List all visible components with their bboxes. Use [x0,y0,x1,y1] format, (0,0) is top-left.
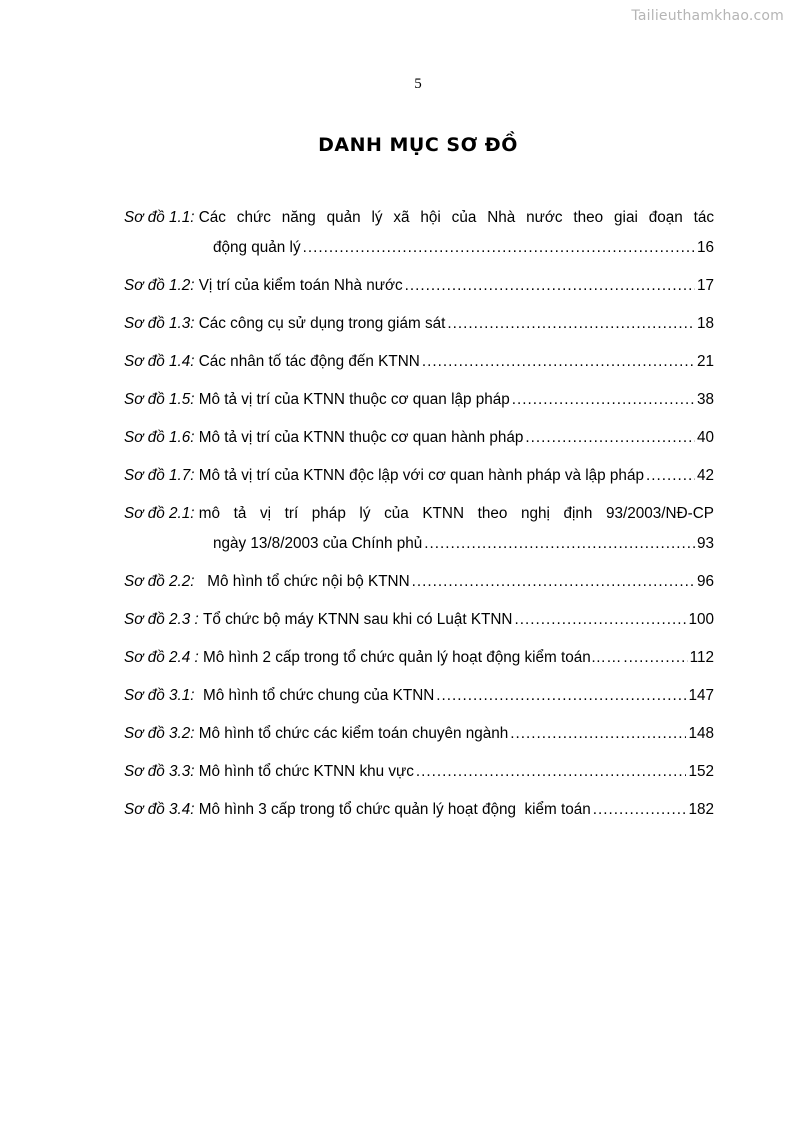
entry-label: Sơ đồ 1.2: [124,277,195,294]
diagram-list [124,203,714,825]
entry-description: Mô hình tổ chức chung của KTNN [198,687,435,704]
entry-description: Vị trí của kiểm toán Nhà nước [198,277,403,294]
dot-leader [593,795,687,825]
entry-label: Sơ đồ 1.4: [124,353,195,370]
entry-page: 148 [688,725,714,742]
toc-entry[interactable] [124,203,714,263]
dot-leader [405,271,695,301]
dot-leader [447,309,695,339]
entry-page: 182 [688,801,714,818]
entry-label: Sơ đồ 3.4: [124,801,195,818]
entry-label: Sơ đồ 3.3: [124,763,195,780]
entry-label: Sơ đồ 3.1: [124,687,195,704]
entry-label: Sơ đồ 2.4 : [124,649,199,666]
toc-entry[interactable] [124,643,714,673]
dot-leader [412,567,695,597]
entry-page: 96 [696,573,714,590]
toc-entry[interactable] [124,271,714,301]
entry-description: Mô tả vị trí của KTNN thuộc cơ quan hành pháp [198,429,524,446]
entry-description: Các công cụ sử dụng trong giám sát [198,315,446,332]
entry-description: Các nhân tố tác động đến KTNN [198,353,420,370]
entry-label: Sơ đồ 2.3 : [124,611,199,628]
toc-entry[interactable] [124,309,714,339]
dot-leader [525,423,695,453]
toc-entry[interactable] [124,681,714,711]
entry-page: 38 [696,391,714,408]
entry-page: 18 [696,315,714,332]
entry-description: Mô hình 3 cấp trong tổ chức quản lý hoạt động kiểm toán [198,801,591,818]
dot-leader [303,233,695,263]
entry-label: Sơ đồ 1.3: [124,315,195,332]
dot-leader [436,681,686,711]
dot-leader [646,461,695,491]
entry-description: Mô hình tổ chức KTNN khu vực [198,763,414,780]
entry-page: 100 [688,611,714,628]
entry-page: 147 [688,687,714,704]
toc-entry[interactable] [124,385,714,415]
entry-description: Các chức năng quản lý xã hội của Nhà nước theo giai đoạn tác [198,209,714,226]
toc-entry[interactable] [124,423,714,453]
dot-leader [416,757,687,787]
entry-description-continued: động quản lý [213,239,301,256]
entry-page: 40 [696,429,714,446]
dot-leader [623,643,687,673]
dot-leader [510,719,686,749]
dot-leader [422,347,695,377]
entry-label: Sơ đồ 2.2: [124,573,195,590]
toc-entry[interactable] [124,461,714,491]
entry-page: 93 [696,535,714,552]
page-title: DANH MỤC SƠ ĐỒ [318,134,518,156]
toc-entry[interactable] [124,795,714,825]
entry-page: 152 [688,763,714,780]
entry-page: 42 [696,467,714,484]
toc-entry[interactable] [124,757,714,787]
entry-page: 16 [696,239,714,256]
entry-label: Sơ đồ 1.7: [124,467,195,484]
entry-page: 112 [689,649,714,666]
entry-description: Mô hình tổ chức nội bộ KTNN [198,573,410,590]
entry-label: Sơ đồ 1.6: [124,429,195,446]
toc-entry[interactable] [124,347,714,377]
toc-entry[interactable] [124,605,714,635]
dot-leader [514,605,686,635]
entry-label: Sơ đồ 1.5: [124,391,195,408]
entry-page: 17 [696,277,714,294]
entry-description: Mô tả vị trí của KTNN độc lập với cơ quan hành pháp và lập pháp [198,467,644,484]
entry-description-continued: ngày 13/8/2003 của Chính phủ [213,535,423,552]
toc-entry[interactable] [124,719,714,749]
entry-label: Sơ đồ 3.2: [124,725,195,742]
toc-entry[interactable] [124,567,714,597]
entry-description: Tổ chức bộ máy KTNN sau khi có Luật KTNN [202,611,513,628]
toc-entry[interactable] [124,499,714,559]
entry-description: Mô hình tổ chức các kiểm toán chuyên ngành [198,725,509,742]
entry-label: Sơ đồ 1.1: [124,209,195,226]
dot-leader [424,529,695,559]
entry-description: mô tả vị trí pháp lý của KTNN theo nghị định 93/2003/NĐ-CP [198,505,714,522]
watermark: Tailieuthamkhao.com [631,8,784,24]
dot-leader [512,385,695,415]
page-number: 5 [414,76,422,92]
entry-description: Mô hình 2 cấp trong tổ chức quản lý hoạt động kiểm toán…… [202,649,622,666]
entry-description: Mô tả vị trí của KTNN thuộc cơ quan lập pháp [198,391,510,408]
entry-page: 21 [696,353,714,370]
entry-label: Sơ đồ 2.1: [124,505,195,522]
